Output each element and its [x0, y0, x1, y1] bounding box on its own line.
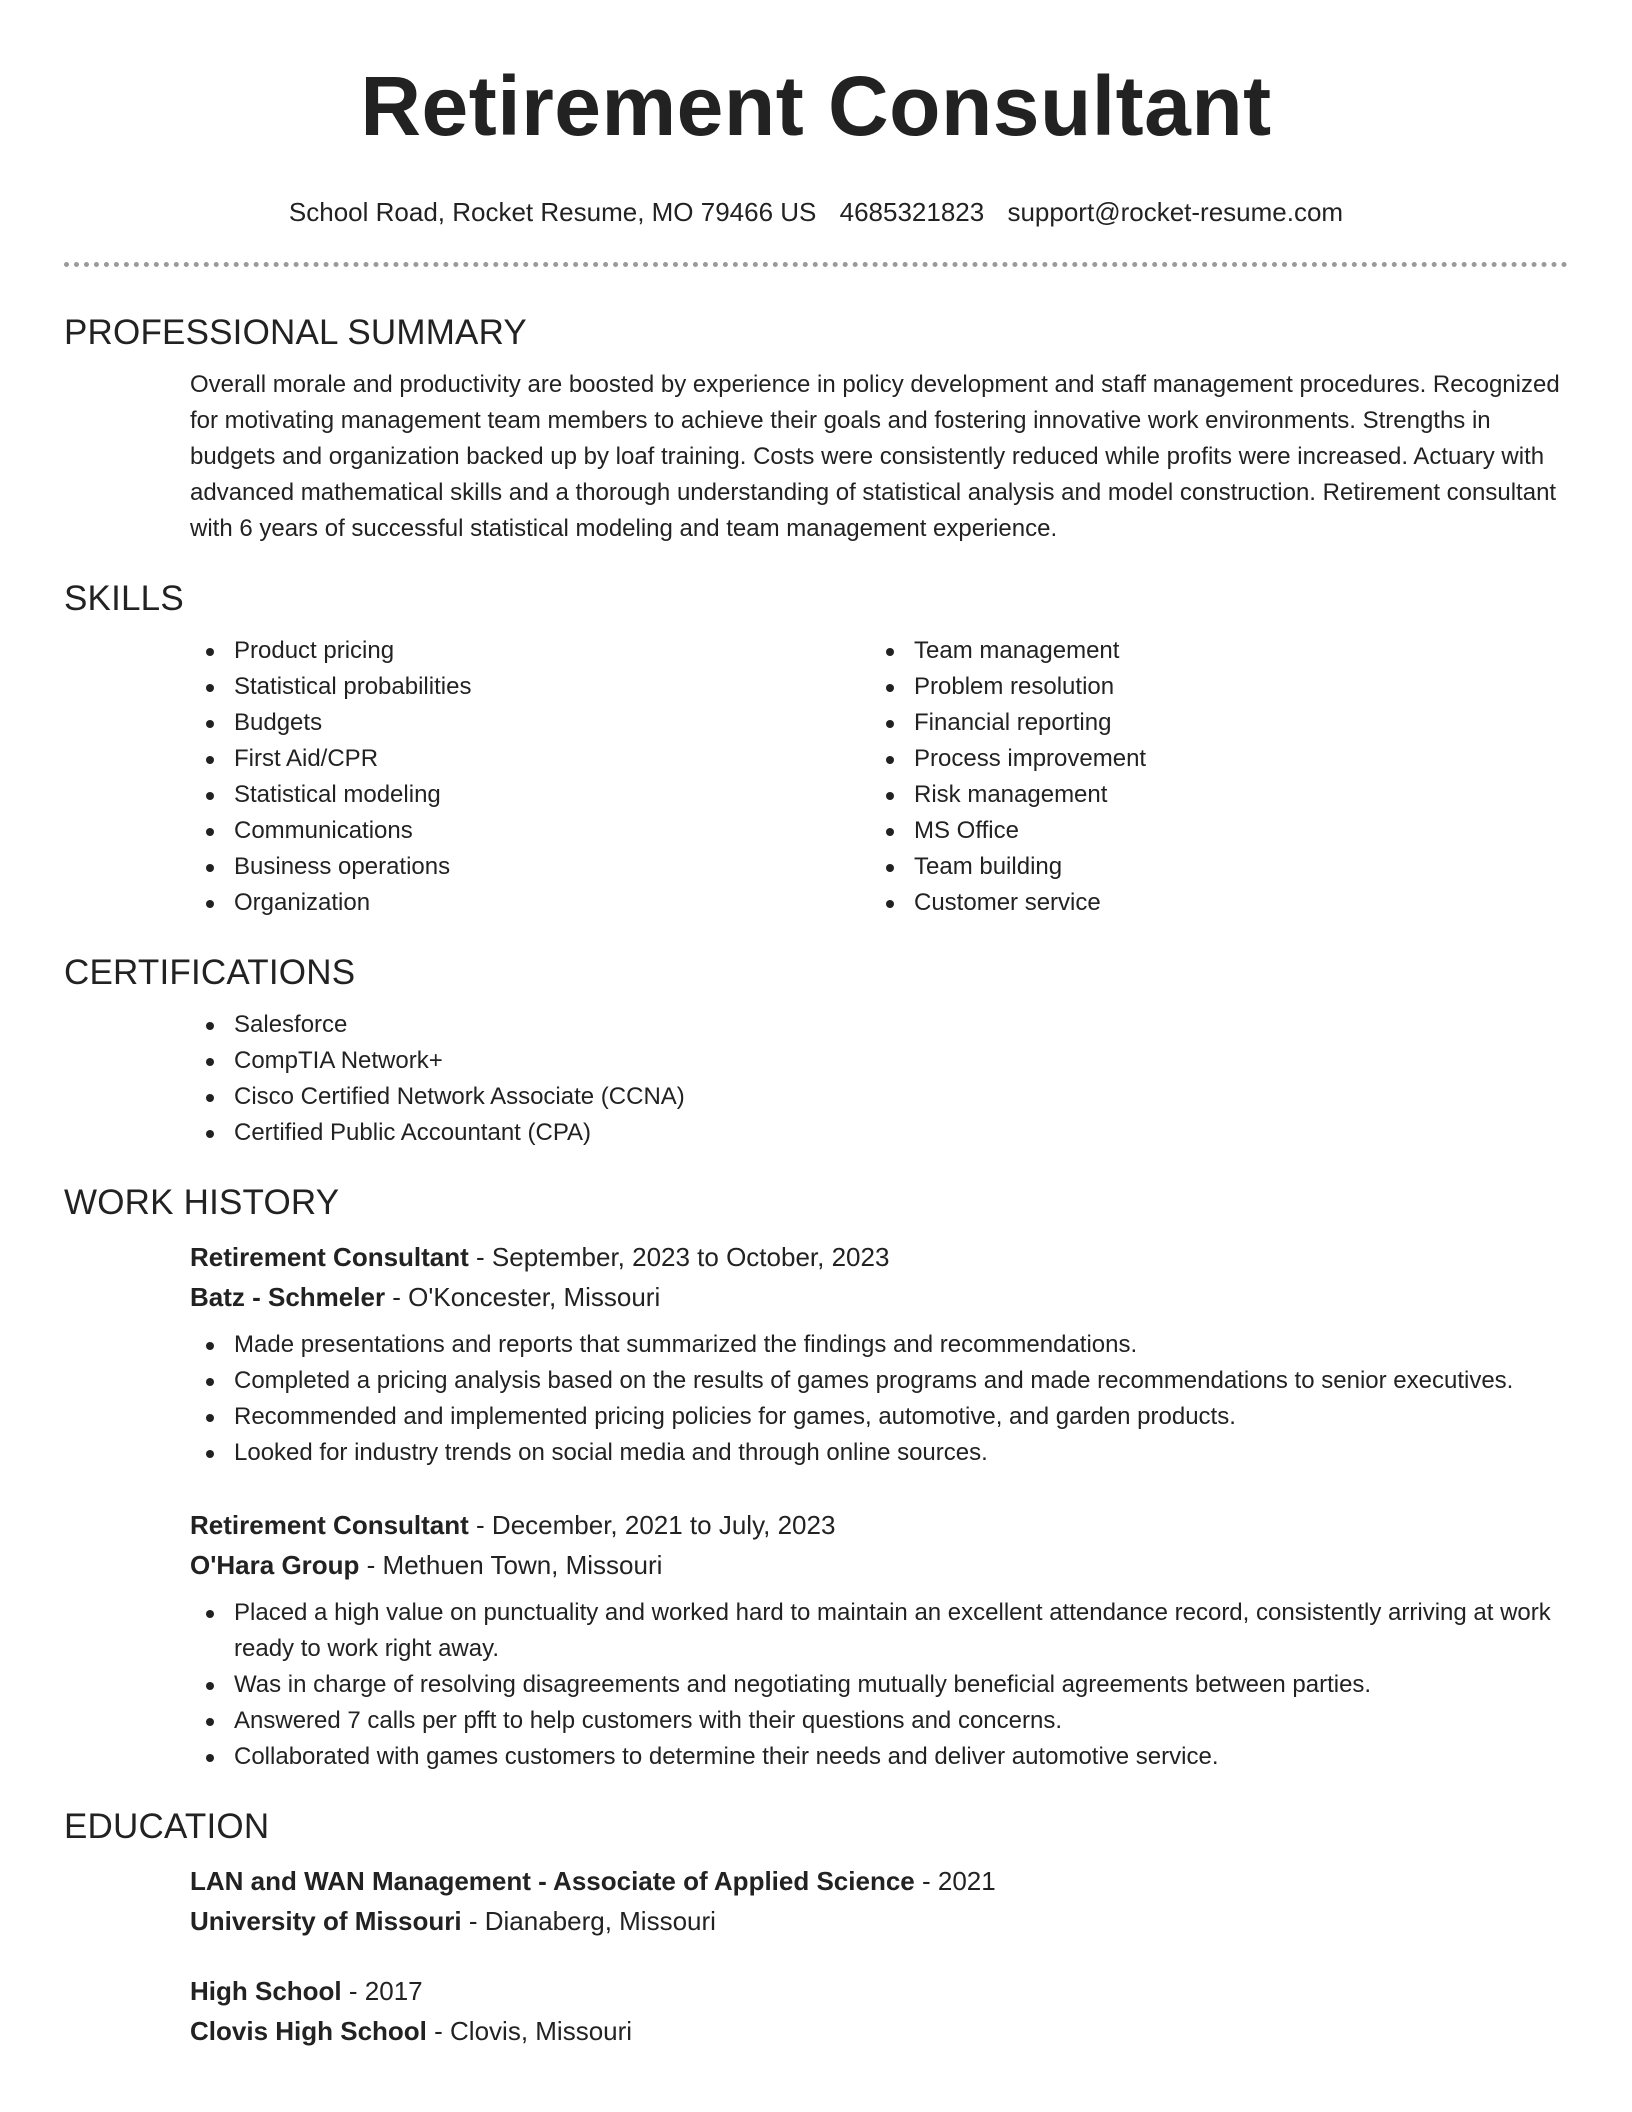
education-degree-line: [190, 1971, 1568, 2011]
summary-title: PROFESSIONAL SUMMARY: [64, 313, 527, 352]
summary-text: Overall morale and productivity are boosted by experience in policy development and staff management procedures. Recognized for motivating management team members to achieve their goals and fostering innovative work environments. Strengths in budgets and organization backed up by loaf training. Costs were consistently reduced while profits were increased. Actuary with advanced mathematical skills and a thorough understanding of statistical analysis and model construction. Retirement consultant with 6 years of successful statistical modeling and team management experience.: [190, 371, 1560, 542]
job-bullet: Looked for industry trends on social media and through online sources.: [190, 1435, 1568, 1471]
education-year: - 2017: [341, 1976, 423, 2006]
education-entry: [190, 1971, 1568, 2051]
skill-item: First Aid/CPR: [190, 741, 870, 777]
job-location: - Methuen Town, Missouri: [359, 1550, 663, 1580]
skill-item: Financial reporting: [870, 705, 1550, 741]
job-role: Retirement Consultant: [190, 1242, 469, 1272]
job-entry: [190, 1237, 1568, 1471]
job-dates: - December, 2021 to July, 2023: [468, 1510, 836, 1540]
skill-item: Team building: [870, 849, 1550, 885]
skills-grid: [190, 633, 1568, 921]
skill-item: Budgets: [190, 705, 870, 741]
contact-phone: 4685321823: [839, 197, 985, 227]
education-school-line: [190, 1901, 1568, 1941]
skill-item: Business operations: [190, 849, 870, 885]
education-location: - Clovis, Missouri: [426, 2016, 633, 2046]
job-bullet: Placed a high value on punctuality and worked hard to maintain an excellent attendance record, consistently arriving at work ready to work right away.: [190, 1595, 1568, 1667]
education-entry: [190, 1861, 1568, 1941]
job-bullet: Collaborated with games customers to determine their needs and deliver automotive service.: [190, 1739, 1568, 1775]
certification-item: CompTIA Network+: [190, 1043, 1568, 1079]
certification-item: Salesforce: [190, 1007, 1568, 1043]
job-company-line: [190, 1545, 1568, 1585]
contact-line: [64, 196, 1568, 228]
job-bullet: Completed a pricing analysis based on the results of games programs and made recommendations to senior executives.: [190, 1363, 1568, 1399]
education-school-line: [190, 2011, 1568, 2051]
skill-item: Organization: [190, 885, 870, 921]
job-title-line: [190, 1505, 1568, 1545]
work-section: [64, 1181, 1568, 1775]
certification-item: Certified Public Accountant (CPA): [190, 1115, 1568, 1151]
job-company-line: [190, 1277, 1568, 1317]
certifications-list: [190, 1007, 1568, 1151]
skill-item: Product pricing: [190, 633, 870, 669]
resume-name: Retirement Consultant: [360, 59, 1272, 153]
skill-item: Statistical probabilities: [190, 669, 870, 705]
skills-list-left: [190, 633, 870, 921]
job-company: Batz - Schmeler: [190, 1282, 386, 1312]
job-title-line: [190, 1237, 1568, 1277]
job-location: - O'Koncester, Missouri: [385, 1282, 661, 1312]
contact-address: School Road, Rocket Resume, MO 79466 US: [288, 197, 817, 227]
education-degree: High School: [190, 1976, 342, 2006]
job-role: Retirement Consultant: [190, 1510, 469, 1540]
work-title: WORK HISTORY: [64, 1183, 340, 1222]
job-dates: - September, 2023 to October, 2023: [468, 1242, 890, 1272]
education-year: - 2021: [914, 1866, 996, 1896]
education-section: [64, 1805, 1568, 2051]
skill-item: Statistical modeling: [190, 777, 870, 813]
job-entry: [190, 1505, 1568, 1775]
job-company: O'Hara Group: [190, 1550, 360, 1580]
contact-email: support@rocket-resume.com: [1007, 197, 1344, 227]
skill-item: Customer service: [870, 885, 1550, 921]
skill-item: Communications: [190, 813, 870, 849]
education-title: EDUCATION: [64, 1807, 270, 1846]
education-school: Clovis High School: [190, 2016, 427, 2046]
job-bullet: Made presentations and reports that summarized the findings and recommendations.: [190, 1327, 1568, 1363]
skill-item: Process improvement: [870, 741, 1550, 777]
summary-section: [64, 311, 1568, 547]
skill-item: Team management: [870, 633, 1550, 669]
skill-item: MS Office: [870, 813, 1550, 849]
job-bullet: Answered 7 calls per pfft to help customers with their questions and concerns.: [190, 1703, 1568, 1739]
skill-item: Problem resolution: [870, 669, 1550, 705]
certifications-title: CERTIFICATIONS: [64, 953, 356, 992]
job-bullets: [190, 1595, 1568, 1775]
certifications-section: [64, 951, 1568, 1151]
job-bullet: Recommended and implemented pricing policies for games, automotive, and garden products.: [190, 1399, 1568, 1435]
skill-item: Risk management: [870, 777, 1550, 813]
education-degree: LAN and WAN Management - Associate of Applied Science: [190, 1866, 915, 1896]
skills-title: SKILLS: [64, 579, 184, 618]
education-school: University of Missouri: [190, 1906, 462, 1936]
skills-section: [64, 577, 1568, 921]
skills-list-right: [870, 633, 1550, 921]
header-divider: [64, 262, 1568, 267]
job-bullet: Was in charge of resolving disagreements and negotiating mutually beneficial agreements between parties.: [190, 1667, 1568, 1703]
education-location: - Dianaberg, Missouri: [461, 1906, 716, 1936]
education-degree-line: [190, 1861, 1568, 1901]
job-bullets: [190, 1327, 1568, 1471]
certification-item: Cisco Certified Network Associate (CCNA): [190, 1079, 1568, 1115]
